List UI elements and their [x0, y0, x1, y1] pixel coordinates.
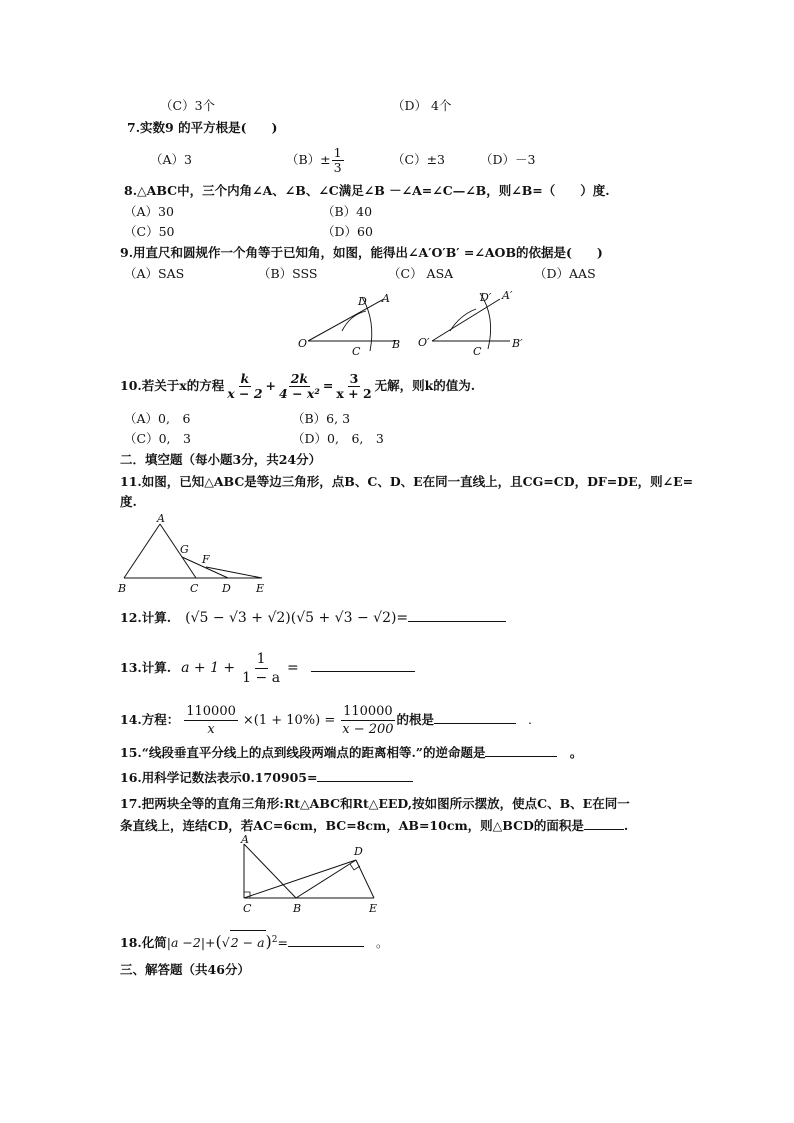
q15-answer-blank [485, 756, 557, 757]
q8-option-b: （B）40 [322, 204, 373, 219]
q7-stem: 7.实数9 的平方根是( ) [127, 120, 278, 135]
section-2-heading: 二．填空题（每小题3分，共24分） [120, 452, 322, 467]
fig1-label-o: O [298, 337, 308, 350]
q9-option-b: （B）SSS [258, 266, 318, 281]
q6-option-d: （D） 4个 [392, 98, 452, 113]
q13-answer-blank [311, 671, 415, 672]
q11-line2: 度. [120, 494, 137, 509]
section-3-heading: 三、解答题（共46分） [120, 962, 250, 977]
q8-stem: 8.△ABC中，三个内角∠A、∠B、∠C满足∠B －∠A=∠C—∠B，则∠B=（ ）度. [124, 183, 610, 198]
fig1-label-d: D [358, 295, 367, 308]
fig2-label-c: C [473, 345, 482, 358]
fig17-label-e: E [369, 902, 378, 915]
fig11-label-g: G [180, 543, 189, 556]
fig1-label-b: B [392, 338, 401, 351]
q12-answer-blank [408, 621, 506, 622]
q14-line: 14.方程： $\frac{110000}{x}$ ×(1 + 10%) = $\frac{110000}{x - 200}$ 的根是 . [120, 704, 533, 737]
q16-answer-blank [317, 781, 413, 782]
q11-line1: 11.如图，已知△ABC是等边三角形，点B、C、D、E在同一直线上，且CG=CD，DF=DE，则∠E= [120, 474, 694, 489]
q8-option-a: （A）30 [124, 204, 174, 219]
q7-option-a: （A）3 [150, 152, 192, 167]
q8-option-d: （D）60 [322, 224, 373, 239]
q18-line: 18.化简$|a -2|+(√2 - a)^2=$ 。 [120, 928, 389, 955]
angle-a-o-b-prime-figure [418, 289, 523, 358]
fig17-label-c: C [243, 902, 252, 915]
fig17-label-d: D [354, 845, 363, 858]
q10-option-b: （B）6, 3 [292, 411, 351, 426]
fig2-label-d: D′ [480, 291, 492, 304]
q14-answer-blank [434, 723, 516, 724]
fig11-label-e: E [256, 582, 265, 595]
q9-stem: 9.用直尺和圆规作一个角等于已知角，如图，能得出∠A′O′B′ =∠AOB的依据是( ) [120, 245, 603, 260]
fig2-label-b: B′ [512, 337, 523, 350]
angle-aob-figure [298, 292, 400, 358]
q10-option-d: （D）0, 6, 3 [292, 431, 384, 446]
fig17-label-b: B [293, 902, 302, 915]
q17-answer-blank [584, 829, 624, 830]
q17-figure [236, 834, 386, 918]
q9-option-d: （D）AAS [534, 266, 596, 281]
fig2-label-o: O′ [418, 336, 430, 349]
fig1-label-c: C [352, 345, 361, 358]
q18-answer-blank [288, 946, 364, 947]
fig2-label-a: A′ [502, 289, 513, 302]
fig11-label-b: B [118, 582, 127, 595]
q10-option-a: （A）0, 6 [124, 411, 191, 426]
q16-line: 16.用科学记数法表示0.170905= [120, 770, 413, 786]
q17-line2: 条直线上，连结CD，若AC=6cm，BC=8cm，AB=10cm，则△BCD的面积是 . [120, 818, 629, 833]
q9-option-a: （A）SAS [124, 266, 185, 281]
q13-line: 13.计算. a + 1 + $\frac{1}{1 - a}$ = [120, 648, 415, 688]
q7-option-c: （C）±3 [392, 152, 445, 167]
q17-line1: 17.把两块全等的直角三角形:Rt△ABC和Rt△EED,按如图所示摆放，使点C、B、E在同一 [120, 796, 630, 811]
fig11-label-c: C [190, 582, 199, 595]
fig11-label-d: D [222, 582, 231, 595]
q15-line: 15.“线段垂直平分线上的点到线段两端点的距离相等.”的逆命题是 。 [120, 745, 583, 760]
q9-figure [290, 285, 550, 365]
q8-option-c: （C）50 [124, 224, 175, 239]
q7-option-d: （D）－3 [480, 152, 536, 167]
fig17-label-a: A [241, 833, 249, 846]
q9-option-c: （C） ASA [388, 266, 454, 281]
fig11-label-f: F [202, 553, 210, 566]
q6-option-c: （C）3个 [160, 98, 216, 113]
q10-stem: 10.若关于x的方程 $\frac{k}{x - 2}$ + $\frac{2k}{\text{4 − x²}}$ = $\frac{3}{x + 2}$ 无解，则k的值为. [120, 371, 476, 401]
fig1-label-a: A [382, 292, 390, 305]
q12-expression: (√5 − √3 + √2)(√5 + √3 − √2)= [185, 610, 409, 626]
q10-option-c: （C）0, 3 [124, 431, 191, 446]
fig11-label-a: A [157, 512, 165, 525]
q11-figure [116, 512, 276, 594]
q12-line: 12.计算. (√5 − √3 + √2)(√5 + √3 − √2)= [120, 608, 506, 628]
q7-option-b: （B）± $\frac{1}{3}$ [286, 145, 342, 175]
